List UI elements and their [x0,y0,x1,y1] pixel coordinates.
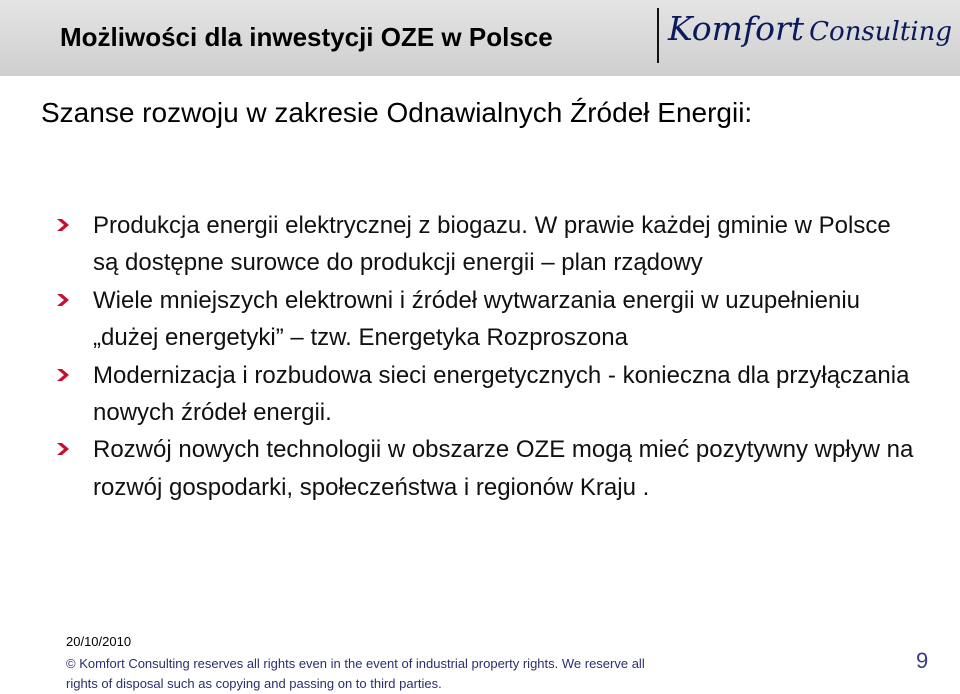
slide-title: Szanse rozwoju w zakresie Odnawialnych Źródeł Energii: [41,97,753,128]
bullet-item [56,357,916,432]
bullet-item [56,207,916,282]
bullet-text: Modernizacja i rozbudowa sieci energetycznych - konieczna dla przyłączania nowych źródeł energii. [93,361,910,427]
bullet-item [56,282,916,357]
header-title: Możliwości dla inwestycji OZE w Polsce [60,22,553,52]
logo-word-komfort: Komfort [668,9,805,48]
arrow-right-icon [56,293,70,307]
bullet-text: Rozwój nowych technologii w obszarze OZE mogą mieć pozytywny wpływ na rozwój gospodarki, społeczeństwa i regionów Kraju . [93,436,914,501]
bullet-text: Wiele mniejszych elektrowni i źródeł wytwarzania energii w uzupełnieniu „dużej energetyki” – tzw. Energetyka Rozproszona [93,286,861,352]
arrow-right-icon [56,218,70,232]
logo-word-consulting: Consulting [809,17,952,47]
footer-copyright: © Komfort Consulting reserves all rights even in the event of industrial property rights. We reserve all rights of disposal such as copying and passing on to third parties. [66,656,645,691]
bullet-item [56,431,916,506]
header-divider [657,8,659,63]
bullet-list [56,207,916,506]
page-number: 9 [916,648,929,673]
footer-date: 20/10/2010 [66,634,132,649]
header-bar [0,0,960,76]
arrow-right-icon [56,368,70,382]
arrow-right-icon [56,442,70,456]
bullet-text: Produkcja energii elektrycznej z biogazu. W prawie każdej gminie w Polsce są dostępne surowce do produkcji energii – plan rządowy [93,212,891,277]
company-logo [668,9,952,48]
